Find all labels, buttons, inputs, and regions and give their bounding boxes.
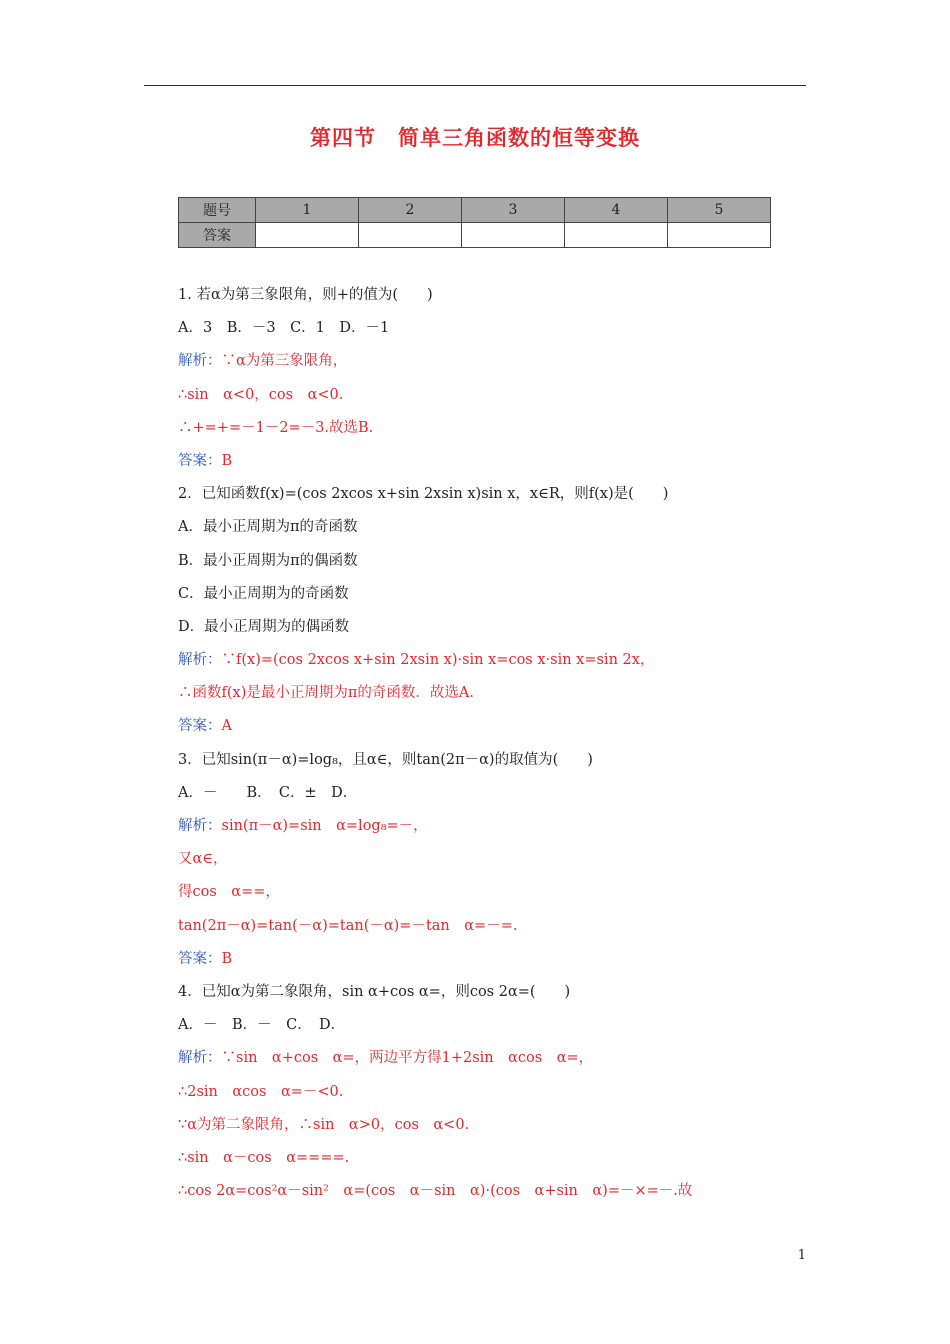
answer-value: B — [221, 452, 233, 469]
solution-text: ∵α为第二象限角，∴sin α>0，cos α<0. — [178, 1116, 470, 1133]
answer-value: A — [221, 718, 232, 735]
document-body — [178, 284, 818, 1213]
question-2-option-b: B．最小正周期为π的偶函数 — [178, 552, 358, 569]
question-1-solution-line — [178, 350, 818, 383]
question-3: 3．已知sin(π－α)=log₈，且α∈，则tan(2π－α)的取值为( ) — [178, 751, 593, 768]
page-number: 1 — [797, 1248, 806, 1263]
answer-cell[interactable] — [668, 223, 771, 248]
table-row — [179, 223, 771, 248]
question-4-options: A．－ B．－ C． D． — [178, 1017, 346, 1034]
solution-text: ∴函数f(x)是最小正周期为π的奇函数．故选A. — [178, 685, 474, 702]
solution-label: 解析： — [178, 353, 222, 370]
answer-cell[interactable] — [256, 223, 359, 248]
solution-text: ∴cos 2α=cos²α－sin² α=(cos α－sin α)·(cos α+sin α)=－×=－.故 — [178, 1183, 693, 1200]
solution-text: ∴sin α<0，cos α<0. — [178, 386, 344, 403]
question-1-options: A．3 B．－3 C．1 D．－1 — [178, 320, 390, 337]
answer-label: 答案： — [178, 950, 222, 967]
solution-text: tan(2π－α)=tan(－α)=tan(－α)=－tan α=－=. — [178, 917, 518, 934]
answer-label: 答案： — [178, 452, 222, 469]
column-number: 5 — [668, 198, 771, 223]
question-3-answer — [178, 948, 818, 981]
question-1: 1. 若α为第三象限角，则+的值为( ) — [178, 287, 433, 303]
question-2-solution-line — [178, 649, 818, 682]
solution-text: ∵α为第三象限角， — [221, 353, 348, 370]
solution-text: ∴2sin αcos α=－<0. — [178, 1083, 344, 1100]
table-row — [179, 198, 771, 223]
question-1-answer — [178, 450, 818, 483]
solution-text: ∵f(x)=(cos 2xcos x+sin 2xsin x)·sin x=cos x·sin x=sin 2x， — [221, 652, 655, 669]
column-number: 1 — [256, 198, 359, 223]
solution-text: sin(π－α)=sin α=log₈=－， — [221, 818, 428, 834]
answer-cell[interactable] — [565, 223, 668, 248]
solution-text: ∴+=+=－1－2=－3.故选B. — [178, 419, 374, 436]
solution-text: 又α∈， — [178, 851, 228, 868]
answer-value: B — [221, 950, 233, 967]
question-2-option-c: C．最小正周期为的奇函数 — [178, 585, 349, 602]
solution-text: ∵sin α+cos α=，两边平方得1+2sin αcos α=， — [221, 1050, 594, 1067]
header-rule — [144, 85, 806, 86]
solution-label: 解析： — [178, 818, 222, 834]
solution-text: ∴sin α－cos α====. — [178, 1149, 350, 1166]
answer-cell[interactable] — [462, 223, 565, 248]
question-2: 2．已知函数f(x)=(cos 2xcos x+sin 2xsin x)sin x，x∈R，则f(x)是( ) — [178, 486, 669, 503]
answer-table — [178, 197, 771, 248]
question-2-option-a: A．最小正周期为π的奇函数 — [178, 519, 358, 536]
question-2-option-d: D．最小正周期为的偶函数 — [178, 618, 350, 635]
solution-label: 解析： — [178, 652, 222, 669]
question-3-options: A．－ B． C．± D． — [178, 784, 358, 801]
column-number: 2 — [359, 198, 462, 223]
section-title: 第四节 简单三角函数的恒等变换 — [310, 126, 640, 150]
answer-cell[interactable] — [359, 223, 462, 248]
question-2-answer — [178, 715, 818, 748]
column-number: 4 — [565, 198, 668, 223]
solution-text: 得cos α==， — [178, 884, 280, 901]
column-number: 3 — [462, 198, 565, 223]
answer-label: 答案： — [178, 718, 222, 735]
row-label-answer: 答案 — [179, 223, 256, 248]
solution-label: 解析： — [178, 1050, 222, 1067]
row-label-number: 题号 — [179, 198, 256, 223]
question-4: 4．已知α为第二象限角，sin α+cos α=，则cos 2α=( ) — [178, 983, 571, 1000]
question-4-solution-line — [178, 1047, 818, 1080]
question-3-solution-line — [178, 815, 818, 848]
